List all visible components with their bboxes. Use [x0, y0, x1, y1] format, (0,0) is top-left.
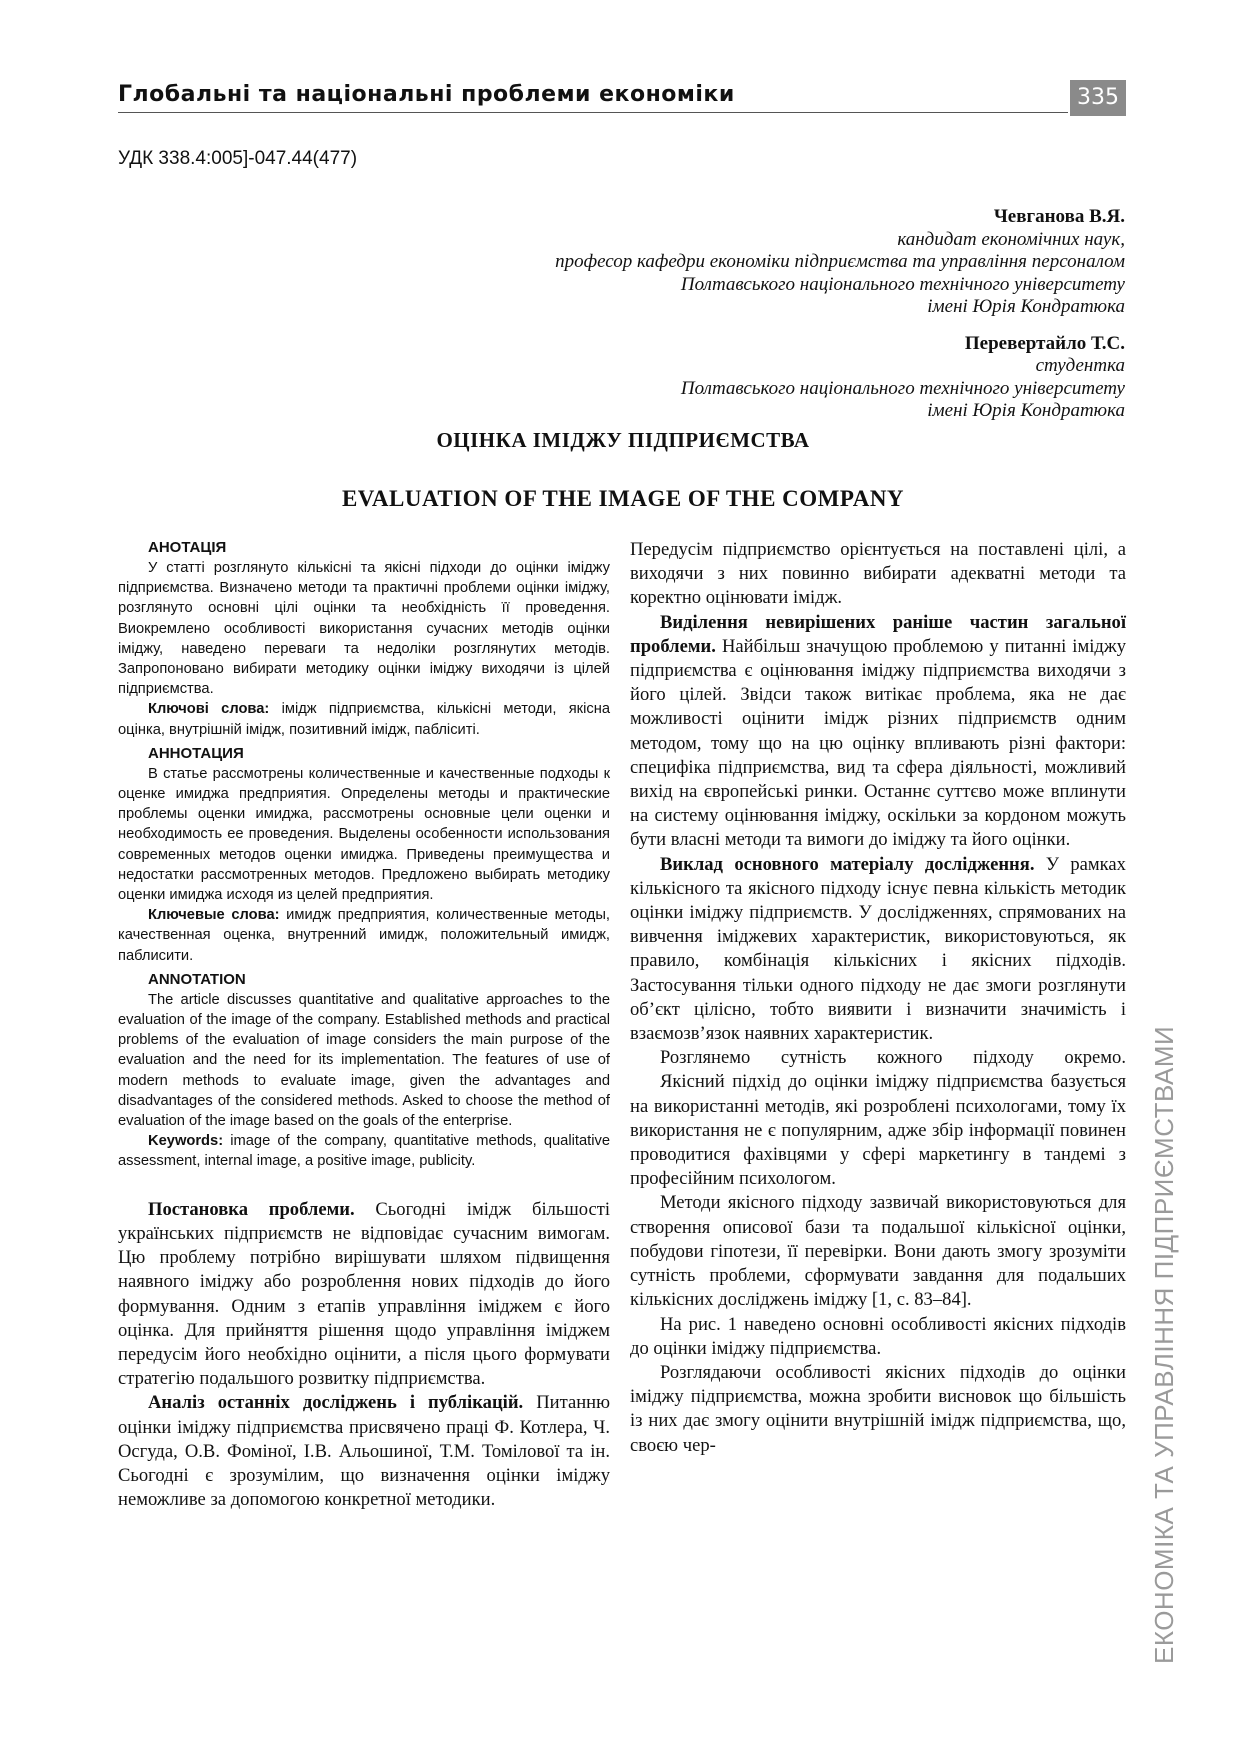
body-paragraph [630, 538, 1126, 611]
author-affiliation-line: студентка [1035, 355, 1125, 376]
body-paragraph [118, 1391, 610, 1512]
body-paragraph [630, 1046, 1126, 1070]
body-paragraph [630, 611, 1126, 853]
paragraph-lead: Постановка проблеми. [148, 1198, 355, 1220]
article-title-en: EVALUATION OF THE IMAGE OF THE COMPANY [341, 486, 905, 511]
keywords-text: image of the company, quantitative methods, qualitative assessment, internal image, a positive image, publicity. [118, 1133, 610, 1170]
keywords-en [118, 1131, 610, 1171]
side-section-label: ЕКОНОМІКА ТА УПРАВЛІННЯ ПІДПРИЄМСТВАМИ [1149, 1025, 1179, 1664]
paragraph-text: Передусім підприємство орієнтується на поставлені цілі, а виходячи з них повинно вибирати адекватні методи та коректно оцінювати імідж. [630, 539, 1126, 609]
author-affiliation-line: Полтавського національного технічного університету [680, 377, 1125, 399]
udk-code: УДК 338.4:005]-047.44(477) [118, 148, 358, 169]
body-paragraph [118, 1198, 610, 1392]
right-column [630, 538, 1126, 1458]
keywords-label: Keywords: [148, 1133, 224, 1150]
page-number: 335 [1070, 80, 1126, 116]
body-paragraph [630, 1070, 1126, 1191]
paragraph-text: У рамках кількісного та якісного підходу існує певна кількість методик оцінки іміджу підприємств. У дослідженнях, спрямованих на вивчення іміджевих характеристик, використовуються, як правило, комбінація кількісних і якісних підходів. Застосування тільки одного підходу не дає змоги розглянути об’єкт цілісно, тобто виявити і визначити значимість і взаємозв’язок наявних характеристик. [630, 853, 1126, 1045]
paragraph-lead: Виклад основного матеріалу дослідження. [660, 853, 1035, 875]
keywords-text: імідж підприємства, кількісні методи, якісна оцінка, внутрішній імідж, позитивний імідж, пабліситі. [118, 701, 610, 738]
author-name: Перевертайло Т.С. [964, 332, 1125, 354]
paragraph-text: На рис. 1 наведено основні особливості якісних підходів до оцінки іміджу підприємства. [630, 1313, 1126, 1359]
journal-title: Глобальні та національні проблеми економіки [118, 82, 735, 107]
paragraph-text: Найбільш значущою проблемою у питанні іміджу підприємства є оцінювання іміджу підприємства виходячи з його цілей. Звідси також витікає проблема, яка не дає можливості оцінити імідж різних підприємств одним методом, тому що на цю оцінку впливають різні фактори: специфіка підприємства, вид та сфера діяльності, можливий вихід на європейські ринки. Останнє суттєво може вплинути на систему оцінювання іміджу, оскільки за кордоном можуть бути власні методи та вимоги до іміджу та його оцінки. [630, 635, 1126, 851]
abstract-text-en: The article discusses quantitative and qualitative approaches to the evaluation of the image of the company. Established methods and practical problems of the evaluation of image considers the main purpose of the evaluation and the need for its implementation. The features of use of modern methods to evaluate image, given the advantages and disadvantages of the considered methods. Asked to choose the method of evaluation of the image based on the goals of the enterprise. [118, 991, 610, 1130]
article-title-ua: ОЦІНКА ІМІДЖУ ПІДПРИЄМСТВА [436, 428, 810, 452]
body-paragraph [630, 1361, 1126, 1458]
paragraph-text: Сьогодні імідж більшості українських підприємств не відповідає сучасним вимогам. Цю проблему потрібно вирішувати шляхом підвищення наявного іміджу або розроблення нових підходів до його формування. Одним з етапів управління іміджем є його оцінка. Для прийняття рішення щодо управління іміджем передусім його необхідно оцінити, а після цього формувати стратегію подальшого розвитку підприємства. [118, 1198, 610, 1390]
paragraph-text: Методи якісного підходу зазвичай використовуються для створення описової бази та подальшої кількісної оцінки, побудови гіпотези, її перевірки. Вони дають змогу зрозуміти сутність проблеми, сформувати завдання для подальших кількісних досліджень іміджу [1, с. 83–84]. [630, 1192, 1126, 1311]
abstract-heading-ua: АНОТАЦІЯ [148, 539, 227, 556]
paragraph-lead: Виділення невирішених раніше частин загальної проблеми. [630, 611, 1126, 657]
paragraph-text: Питанню оцінки іміджу підприємства присвячено праці Ф. Котлера, Ч. Осгуда, О.В. Фоміної, І.В. Альошиної, Т.М. Томілової та ін. Сьогодні є зрозумілим, що визначення оцінки іміджу неможливе за допомогою конкретної методики. [118, 1392, 610, 1511]
keywords-label: Ключевые слова: [148, 907, 280, 924]
authors-block [225, 206, 1125, 423]
keywords-label: Ключові слова: [148, 701, 270, 718]
abstract-text-ua: У статті розглянуто кількісні та якісні підходи до оцінки іміджу підприємства. Визначено методи та практичні проблеми оцінки іміджу, розглянуто основні цілі оцінки та необхідність її проведення. Виокремлено особливості використання сучасних методів оцінки іміджу, наведено переваги та недоліки розглянутих методів. Запропоновано вибирати методику оцінки іміджу виходячи із цілей підприємства. [118, 560, 610, 698]
author-affiliation-line: професор кафедри економіки підприємства та управління персоналом [555, 251, 1125, 272]
author-affiliation-line: імені Юрія Кондратюка [927, 296, 1125, 317]
abstract-heading-ru: АННОТАЦИЯ [148, 744, 244, 762]
body-paragraph [630, 1191, 1126, 1312]
paragraph-text: Розглядаючи особливості якісних підходів до оцінки іміджу підприємства, можна зробити висновок що більшість із них дає змогу оцінити внутрішній імідж підприємства, що, своєю чер- [630, 1361, 1126, 1456]
paragraph-lead: Аналіз останніх досліджень і публікацій. [148, 1392, 524, 1414]
keywords-ru [118, 905, 610, 966]
author-affiliation-line: кандидат економічних наук, [897, 228, 1125, 250]
paragraph-text: Якісний підхід до оцінки іміджу підприємства базується на використанні методів, які розроблені психологами, тому їх використання не є популярним, адже збір інформації повинен проводитися фахівцями у сфері маркетингу в тандемі з професійним психологом. [630, 1071, 1126, 1190]
author-affiliation-line: імені Юрія Кондратюка [927, 400, 1125, 421]
keywords-ua [118, 699, 610, 739]
body-paragraph [630, 1313, 1126, 1361]
header-rule [118, 112, 1068, 113]
body-paragraph [630, 853, 1126, 1047]
keywords-text: имидж предприятия, количественные методы, качественная оценка, внутренний имидж, положительный имидж, паблисити. [118, 907, 610, 964]
author-name: Чевганова В.Я. [993, 206, 1125, 227]
paragraph-text: Розглянемо сутність кожного підходу окремо. [660, 1047, 1126, 1069]
author-affiliation-line: Полтавського національного технічного університету [680, 273, 1125, 295]
left-column [118, 538, 610, 1512]
abstract-text-ru: В статье рассмотрены количественные и качественные подходы к оценке имиджа предприятия. Определены методы и практические проблемы оценки имиджа, рассмотрены основные цели оценки и необходимость ее проведения. Выделены особенности использования современных методов оценки имиджа. Приведены преимущества и недостатки рассмотренных методов. Предложено выбирать методику оценки имиджа исходя из целей предприятия. [118, 765, 610, 904]
abstract-heading-en: ANNOTATION [148, 970, 246, 988]
